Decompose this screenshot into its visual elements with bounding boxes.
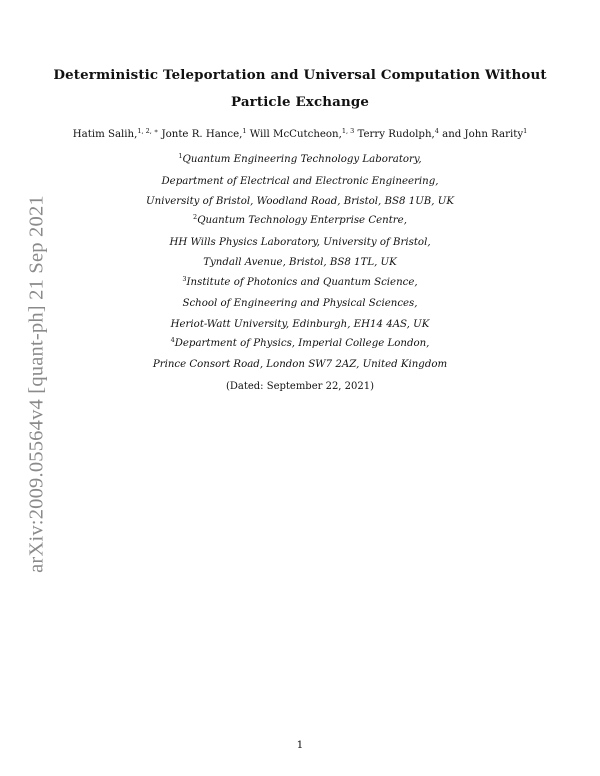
- page-number: 1: [296, 739, 304, 751]
- date-line: (Dated: September 22, 2021): [225, 381, 375, 392]
- affiliation-line: Heriot-Watt University, Edinburgh, EH14 4AS, UK: [170, 319, 430, 330]
- author: and John Rarity$^1$: [442, 127, 528, 140]
- affiliation-line: HH Wills Physics Laboratory, University of Bristol,: [169, 237, 431, 248]
- affiliation-line: School of Engineering and Physical Sciences,: [182, 298, 418, 309]
- author: Hatim Salih,$^{1, 2, ∗}$: [72, 127, 159, 140]
- author-list: [0, 127, 600, 140]
- affiliation-line: Department of Electrical and Electronic Engineering,: [161, 176, 439, 187]
- affiliation-line: $^2$Quantum Technology Enterprise Centre,: [193, 213, 407, 226]
- affiliation-line: $^3$Institute of Photonics and Quantum Science,: [182, 275, 418, 288]
- author: Jonte R. Hance,$^1$: [161, 127, 247, 140]
- author: Will McCutcheon,$^{1, 3}$: [249, 127, 355, 140]
- affiliation-line: Tyndall Avenue, Bristol, BS8 1TL, UK: [203, 257, 397, 268]
- paper-title-line-1: Deterministic Teleportation and Universal Computation Without: [53, 67, 547, 83]
- author: Terry Rudolph,$^4$: [357, 127, 439, 140]
- affiliation-line: $^4$Department of Physics, Imperial College London,: [170, 336, 430, 349]
- affiliation-line: Prince Consort Road, London SW7 2AZ, United Kingdom: [152, 359, 448, 370]
- affiliation-line: University of Bristol, Woodland Road, Bristol, BS8 1UB, UK: [146, 196, 454, 207]
- paper-title-line-2: Particle Exchange: [230, 94, 370, 110]
- arxiv-identifier: arXiv:2009.05564v4 [quant-ph] 21 Sep 2021: [25, 195, 48, 573]
- affiliation-line: $^1$Quantum Engineering Technology Laboratory,: [178, 152, 422, 165]
